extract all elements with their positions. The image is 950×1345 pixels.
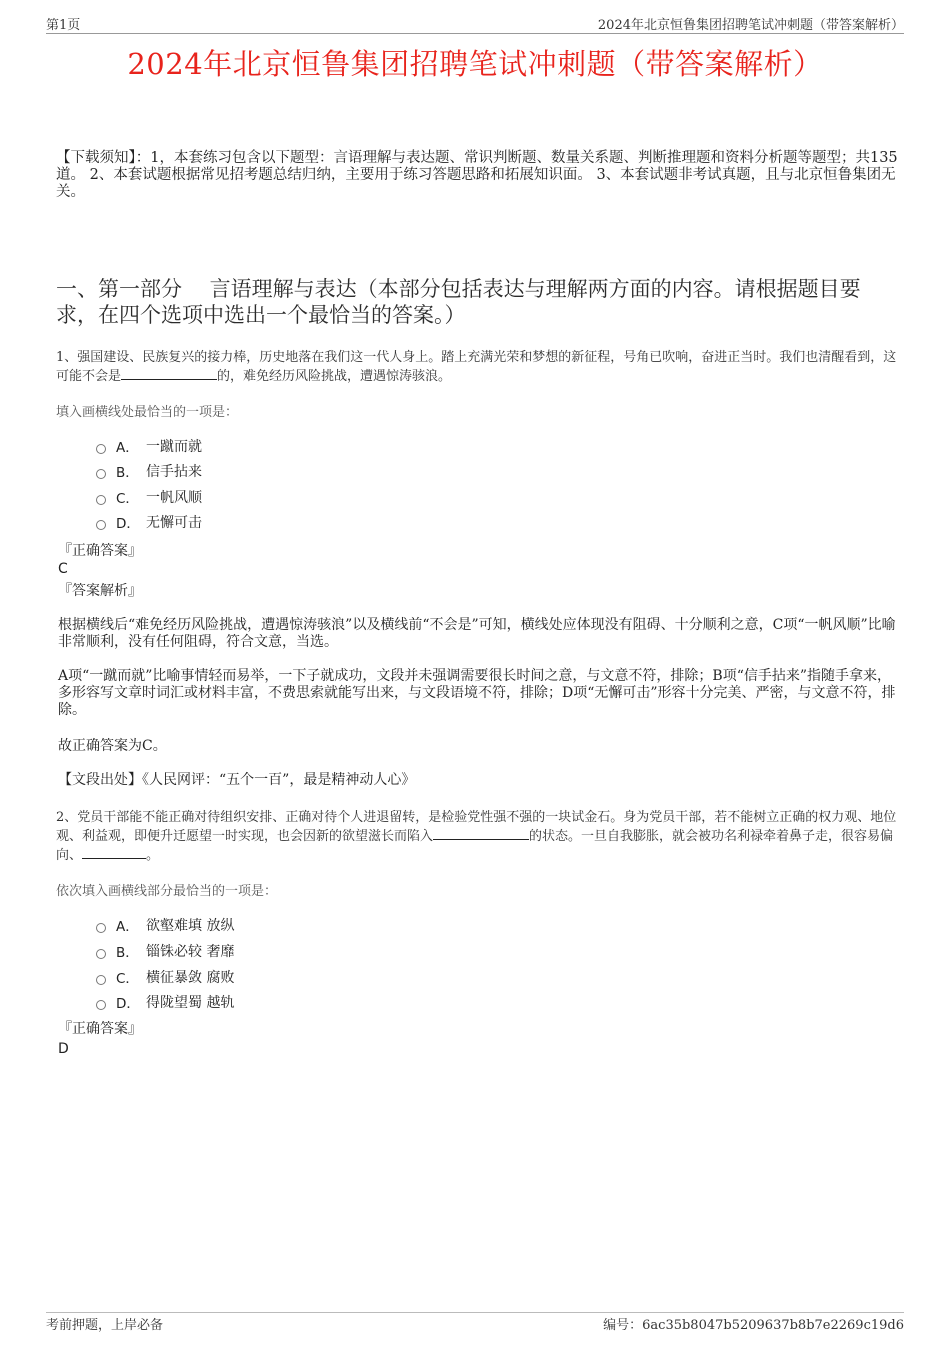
q1-option-c[interactable]: C． 一帆风顺 <box>96 487 202 507</box>
q1-answer: C <box>58 561 68 577</box>
q1-option-b[interactable]: B． 信手拈来 <box>96 461 202 481</box>
answer-blank <box>82 846 146 859</box>
header-divider <box>46 33 904 34</box>
question-2-prompt: 依次填入画横线部分最恰当的一项是： <box>56 884 278 899</box>
answer-blank <box>433 827 529 840</box>
question-1-text: 1、强国建设、民族复兴的接力棒，历史地落在我们这一代人身上。踏上充满光荣和梦想的新征程，号角已吹响，奋进正当时。我们也清醒看到，这可能不会是 的，难免经历风险挑战，遭遇惊涛骇浪。 <box>56 350 897 384</box>
q2-option-c[interactable]: C． 横征暴敛 腐败 <box>96 967 234 987</box>
q1-source: 【文段出处】《人民网评：“五个一百”，最是精神动人心》 <box>58 772 416 788</box>
q2-option-d[interactable]: D． 得陇望蜀 越轨 <box>96 992 234 1012</box>
footer-divider <box>46 1312 904 1313</box>
question-2-text: 2、党员干部能不能正确对待组织安排、正确对待个人进退留转，是检验党性强不强的一块试金石。身为党员干部，若不能树立正确的权力观、地位观、利益观，即便升迁愿望一时实现，也会因新的欲望滋长而陷入 的状态。一旦自我膨胀，就会被功名利禄牵着鼻子走，很容易偏向、 。 <box>56 810 897 863</box>
radio-icon[interactable] <box>96 495 106 505</box>
radio-icon[interactable] <box>96 975 106 985</box>
section-heading: 一、第一部分 言语理解与表达（本部分包括表达与理解两方面的内容。请根据题目要求，在四个选项中选出一个最恰当的答案。） <box>56 277 861 327</box>
q2-option-b[interactable]: B． 锱铢必较 奢靡 <box>96 941 234 961</box>
q2-option-a[interactable]: A． 欲壑难填 放纵 <box>96 915 234 935</box>
radio-icon[interactable] <box>96 444 106 454</box>
radio-icon[interactable] <box>96 949 106 959</box>
page-number: 第1页 <box>46 18 81 33</box>
footer-doc-id: 编号：6ac35b8047b5209637b8b7e2269c19d6 <box>603 1318 904 1333</box>
page-title: 2024年北京恒鲁集团招聘笔试冲刺题（带答案解析） <box>127 47 823 81</box>
answer-blank <box>121 367 217 380</box>
question-1-prompt: 填入画横线处最恰当的一项是： <box>56 405 239 420</box>
q2-answer-label: 『正确答案』 <box>58 1021 142 1037</box>
q1-option-a[interactable]: A． 一蹴而就 <box>96 436 202 456</box>
q1-analysis-paragraph: 根据横线后“难免经历风险挑战，遭遇惊涛骇浪”以及横线前“不会是”可知，横线处应体现没有阻碍、十分顺利之意，C项“一帆风顺”比喻非常顺利，没有任何阻碍，符合文意，当选。 <box>58 617 896 650</box>
footer-slogan: 考前押题，上岸必备 <box>46 1318 164 1333</box>
download-notice: 【下载须知】：1，本套练习包含以下题型：言语理解与表达题、常识判断题、数量关系题、判断推理题和资料分析题等题型；共135道。 2、本套试题根据常见招考题总结归纳，主要用于练习答题思路和拓展知识面。 3、本套试题非考试真题，且与北京恒鲁集团无关。 <box>56 150 898 200</box>
q1-option-d[interactable]: D． 无懈可击 <box>96 512 202 532</box>
q1-answer-label: 『正确答案』 <box>58 543 142 559</box>
q1-conclusion: 故正确答案为C。 <box>58 738 167 754</box>
header-doc-title: 2024年北京恒鲁集团招聘笔试冲刺题（带答案解析） <box>597 18 904 33</box>
q1-analysis-label: 『答案解析』 <box>58 583 142 599</box>
radio-icon[interactable] <box>96 923 106 933</box>
q2-answer: D <box>58 1041 69 1057</box>
radio-icon[interactable] <box>96 1000 106 1010</box>
radio-icon[interactable] <box>96 520 106 530</box>
q1-analysis-paragraph: A项“一蹴而就”比喻事情轻而易举，一下子就成功，文段并未强调需要很长时间之意，与文意不符，排除；B项“信手拈来”指随手拿来，多形容写文章时词汇或材料丰富，不费思索就能写出来，与文段语境不符，排除；D项“无懈可击”形容十分完美、严密，与文意不符，排除。 <box>58 668 896 718</box>
radio-icon[interactable] <box>96 469 106 479</box>
